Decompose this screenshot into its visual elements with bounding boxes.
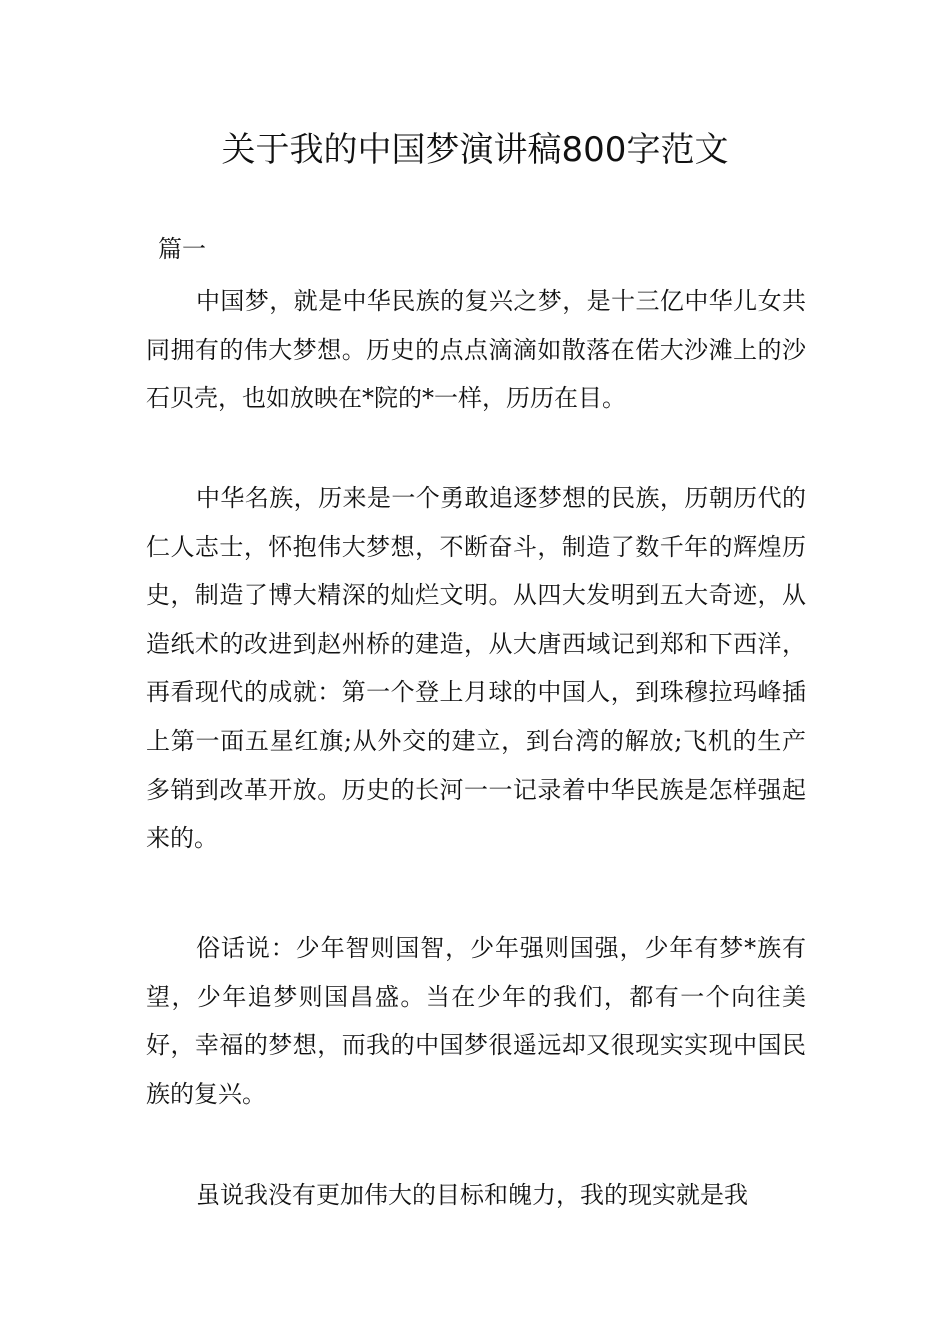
- document-title: 关于我的中国梦演讲稿800字范文: [221, 130, 729, 170]
- paragraph-3: 俗话说：少年智则国智，少年强则国强，少年有梦*族有望，少年追梦则国昌盛。当在少年的我们，都有一个向往美好，幸福的梦想，而我的中国梦很遥远却又很现实实现中国民族的复兴。: [146, 934, 806, 1108]
- paragraph-4: 虽说我没有更加伟大的目标和魄力，我的现实就是我: [196, 1181, 748, 1209]
- section-label: 篇一: [158, 235, 206, 263]
- paragraph-2: 中华名族，历来是一个勇敢追逐梦想的民族，历朝历代的仁人志士，怀抱伟大梦想，不断奋斗，制造了数千年的辉煌历史，制造了博大精深的灿烂文明。从四大发明到五大奇迹，从造纸术的改进到赵州桥的建造，从大唐西域记到郑和下西洋，再看现代的成就：第一个登上月球的中国人，到珠穆拉玛峰插上第一面五星红旗;从外交的建立，到台湾的解放;飞机的生产多销到改革开放。历史的长河一一记录着中华民族是怎样强起来的。: [146, 484, 806, 853]
- paragraph-1: 中国梦，就是中华民族的复兴之梦，是十三亿中华儿女共同拥有的伟大梦想。历史的点点滴滴如散落在偌大沙滩上的沙石贝壳，也如放映在*院的*一样，历历在目。: [146, 287, 806, 413]
